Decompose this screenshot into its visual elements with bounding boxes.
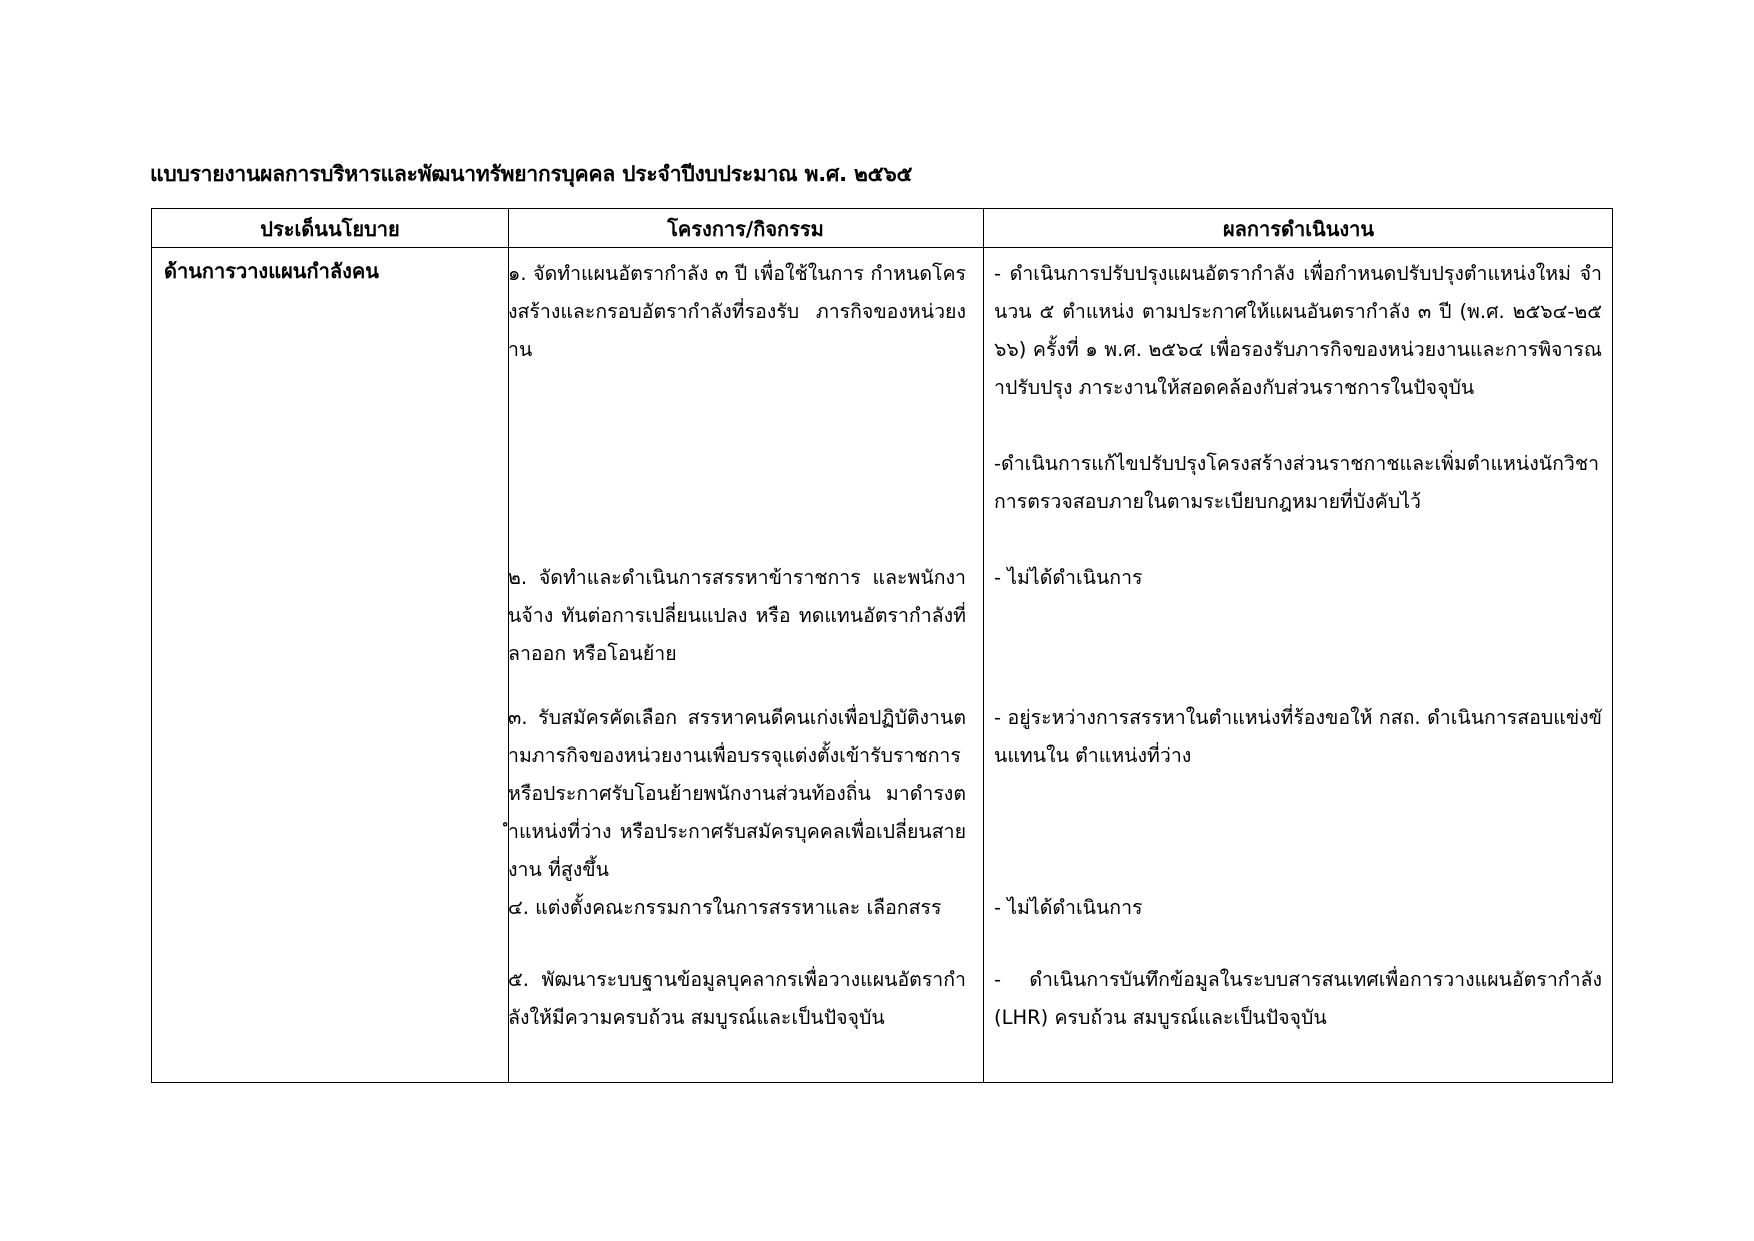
activity-3: ๓. รับสมัครคัดเลือก สรรหาคนดีคนเก่งเพื่อปฏิบัติงานตามภารกิจของหน่วยงานเพื่อบรรจุแต่งตั้งเข้ารับราชการ หรือประกาศรับโอนย้ายพนักงานส่วนท้องถิ่น มาดำรงตำแหน่งที่ว่าง หรือประกาศรับสมัครบุคคลเพื่อเปลี่ยนสายงาน ที่สูงขึ้น bbox=[508, 706, 966, 881]
header-policy: ประเด็นนโยบาย bbox=[260, 217, 400, 241]
document-title: แบบรายงานผลการบริหารและพัฒนาทรัพยากรบุคคล ประจำปีงบประมาณ พ.ศ. ๒๕๖๕ bbox=[150, 162, 913, 186]
header-divider bbox=[152, 247, 1612, 248]
header-result: ผลการดำเนินงาน bbox=[1222, 217, 1375, 241]
activity-4: ๔. แต่งตั้งคณะกรรมการในการสรรหาและ เลือกสรร bbox=[508, 896, 942, 919]
result-5: - ดำเนินการบันทึกข้อมูลในระบบสารสนเทศเพื่อการวางแผนอัตรากำลัง (LHR) ครบถ้วน สมบูรณ์และเป็นปัจจุบัน bbox=[994, 968, 1602, 1029]
header-activity: โครงการ/กิจกรรม bbox=[667, 217, 824, 241]
activity-5: ๕. พัฒนาระบบฐานข้อมูลบุคลากรเพื่อวางแผนอัตรากำลังให้มีความครบถ้วน สมบูรณ์และเป็นปัจจุบัน bbox=[508, 968, 966, 1029]
result-2: - ไม่ได้ดำเนินการ bbox=[994, 566, 1143, 589]
policy-topic: ด้านการวางแผนกำลังคน bbox=[164, 259, 379, 283]
report-table bbox=[151, 208, 1613, 1083]
result-3: - อยู่ระหว่างการสรรหาในตำแหน่งที่ร้องขอให้ กสถ. ดำเนินการสอบแข่งขันแทนใน ตำแหน่งที่ว่าง bbox=[994, 706, 1602, 767]
activity-2: ๒. จัดทำและดำเนินการสรรหาข้าราชการ และพนักงานจ้าง ทันต่อการเปลี่ยนแปลง หรือ ทดแทนอัตรากำลังที่ลาออก หรือโอนย้าย bbox=[508, 566, 966, 665]
column-divider-2 bbox=[983, 209, 984, 1082]
result-4: - ไม่ได้ดำเนินการ bbox=[994, 896, 1143, 919]
result-1: - ดำเนินการปรับปรุงแผนอัตรากำลัง เพื่อกำหนดปรับปรุงตำแหน่งใหม่ จำนวน ๕ ตำแหน่ง ตามประกาศให้แผนอันตรากำลัง ๓ ปี (พ.ศ. ๒๕๖๔-๒๕๖๖) ครั้งที่ ๑ พ.ศ. ๒๕๖๔ เพื่อรองรับภารกิจของหน่วยงานและการพิจารณาปรับปรุง ภาระงานให้สอดคล้องกับส่วนราชการในปัจจุบัน bbox=[994, 262, 1602, 399]
result-1-extra: -ดำเนินการแก้ไขปรับปรุงโครงสร้างส่วนราชกาชและเพิ่มตำแหน่งนักวิชาการตรวจสอบภายในตามระเบียบกฎหมายที่บังคับไว้ bbox=[994, 452, 1600, 513]
activity-1: ๑. จัดทำแผนอัตรากำลัง ๓ ปี เพื่อใช้ในการ กำหนดโครงสร้างและกรอบอัตรากำลังที่รองรับ ภารกิจของหน่วยงาน bbox=[508, 262, 966, 361]
